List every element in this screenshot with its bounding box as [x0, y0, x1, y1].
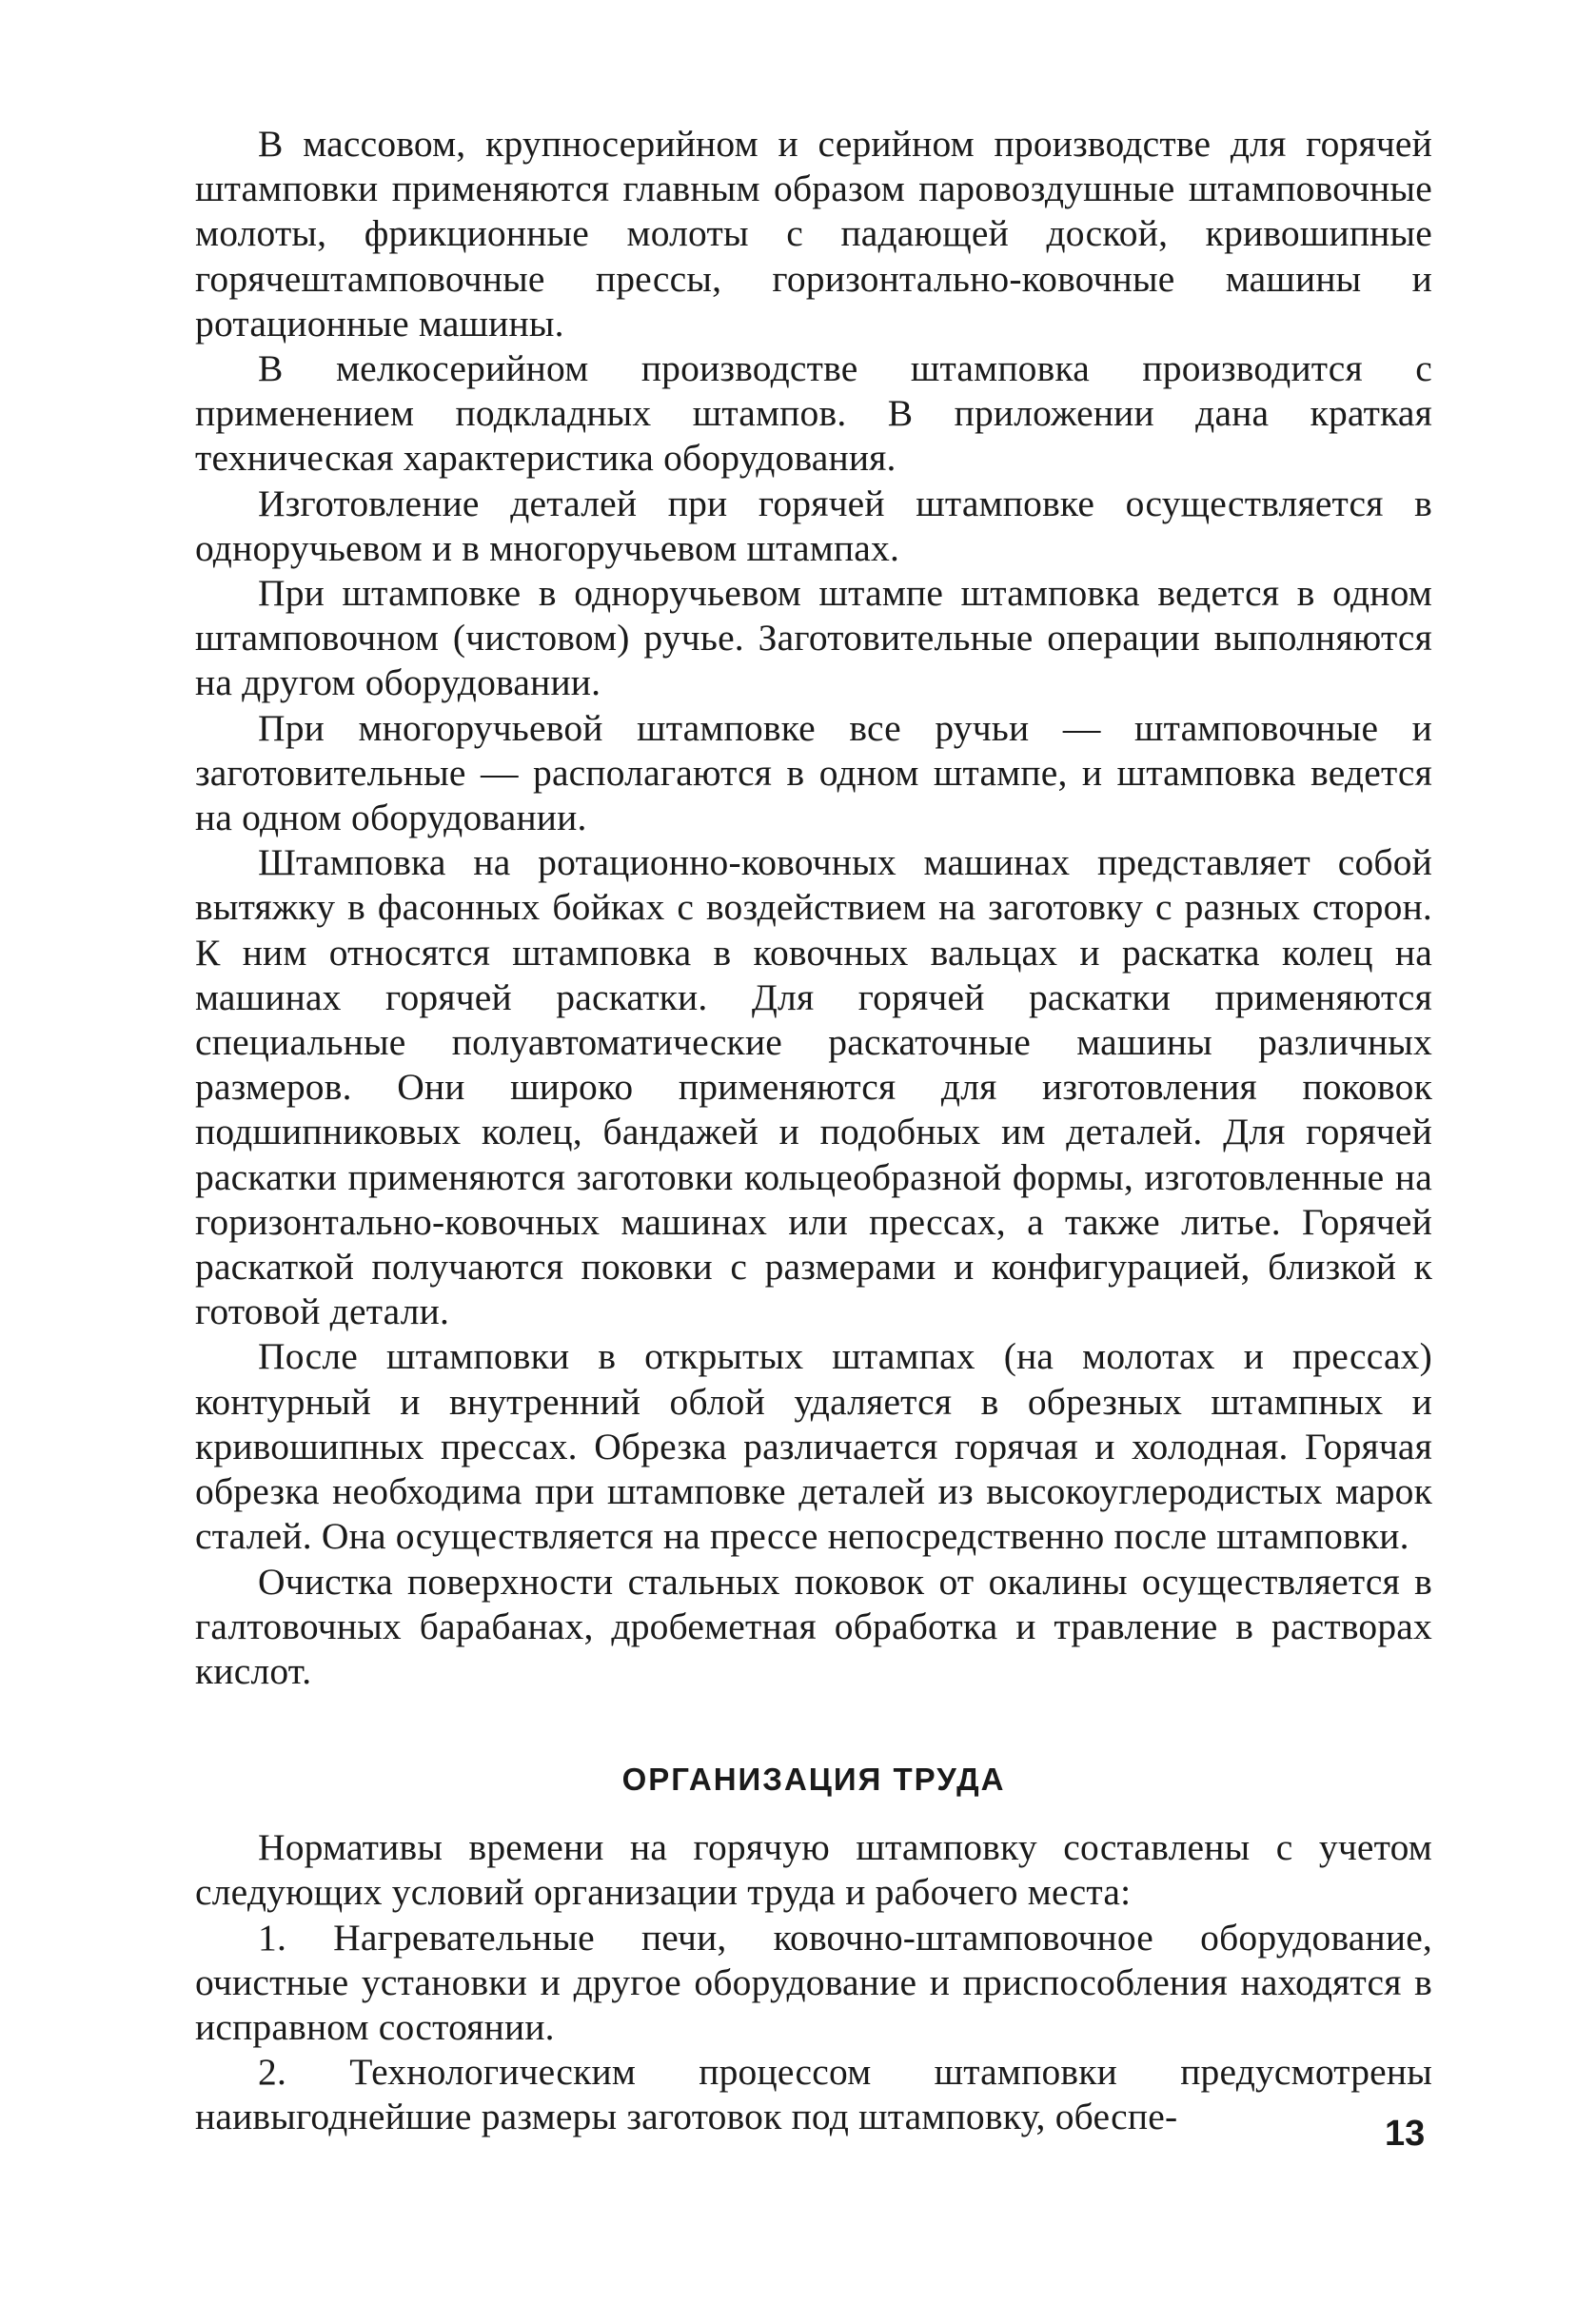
page-body: [195, 122, 1432, 2140]
paragraph-time-norms: Нормативы времени на горячую штамповку составлены с учетом следующих условий организации труда и рабочего места:: [195, 1826, 1432, 1914]
paragraph-multi-cavity-die: При многоручьевой штамповке все ручьи — штамповочные и заготовительные — располагаются в одном штампе, и штамповка ведется на одном оборудовании.: [195, 706, 1432, 839]
paragraph-descaling: Очистка поверхности стальных поковок от окалины осуществляется в галтовочных барабанах, дробеметная обработка и травление в растворах кислот.: [195, 1560, 1432, 1692]
paragraph-equipment-mass-production: В массовом, крупносерийном и серийном производстве для горячей штамповки применяются главным образом паровоздушные штамповочные молоты, фрикционные молоты с падающей доской, кривошипные горячештамповочные прессы, горизонтально-ковочные машины и ротационные машины.: [195, 123, 1432, 345]
paragraph-single-multi-cavity: Изготовление деталей при горячей штамповке осуществляется в одноручьевом и в многоручьевом штампах.: [195, 482, 1432, 569]
paragraph-condition-1: 1. Нагревательные печи, ковочно-штамповочное оборудование, очистные установки и другое оборудование и приспособления находятся в исправном состоянии.: [195, 1916, 1432, 2048]
paragraph-small-batch-production: В мелкосерийном производстве штамповка производится с применением подкладных штампов. В приложении дана краткая техническая характеристика оборудования.: [195, 347, 1432, 480]
paragraph-condition-2: 2. Технологическим процессом штамповки предусмотрены наивыгоднейшие размеры заготовок под штамповку, обеспе-: [195, 2051, 1432, 2138]
paragraph-rotary-forging: Штамповка на ротационно-ковочных машинах представляет собой вытяжку в фасонных бойках с воздействием на заготовку с разных сторон. К ним относятся штамповка в ковочных вальцах и раскатка колец на машинах горячей раскатки. Для горячей раскатки применяются специальные полуавтоматические раскаточные машины различных размеров. Они широко применяются для изготовления поковок подшипниковых колец, бандажей и подобных им деталей. Для горячей раскатки применяются заготовки кольцеобразной формы, изготовленные на горизонтально-ковочных машинах или прессах, а также литье. Горячей раскаткой получаются поковки с размерами и конфигурацией, близкой к готовой детали.: [195, 841, 1432, 1333]
page-number: 13: [1385, 2114, 1426, 2154]
paragraph-trimming: После штамповки в открытых штампах (на молотах и прессах) контурный и внутренний облой удаляется в обрезных штампных и кривошипных прессах. Обрезка различается горячая и холодная. Горячая обрезка необходима при штамповке деталей из высокоуглеродистых марок сталей. Она осуществляется на прессе непосредственно после штамповки.: [195, 1335, 1432, 1558]
paragraph-single-cavity-die: При штамповке в одноручьевом штампе штамповка ведется в одном штамповочном (чистовом) ручье. Заготовительные операции выполняются на другом оборудовании.: [195, 572, 1432, 704]
section-title: ОРГАНИЗАЦИЯ ТРУДА: [621, 1762, 1006, 1798]
